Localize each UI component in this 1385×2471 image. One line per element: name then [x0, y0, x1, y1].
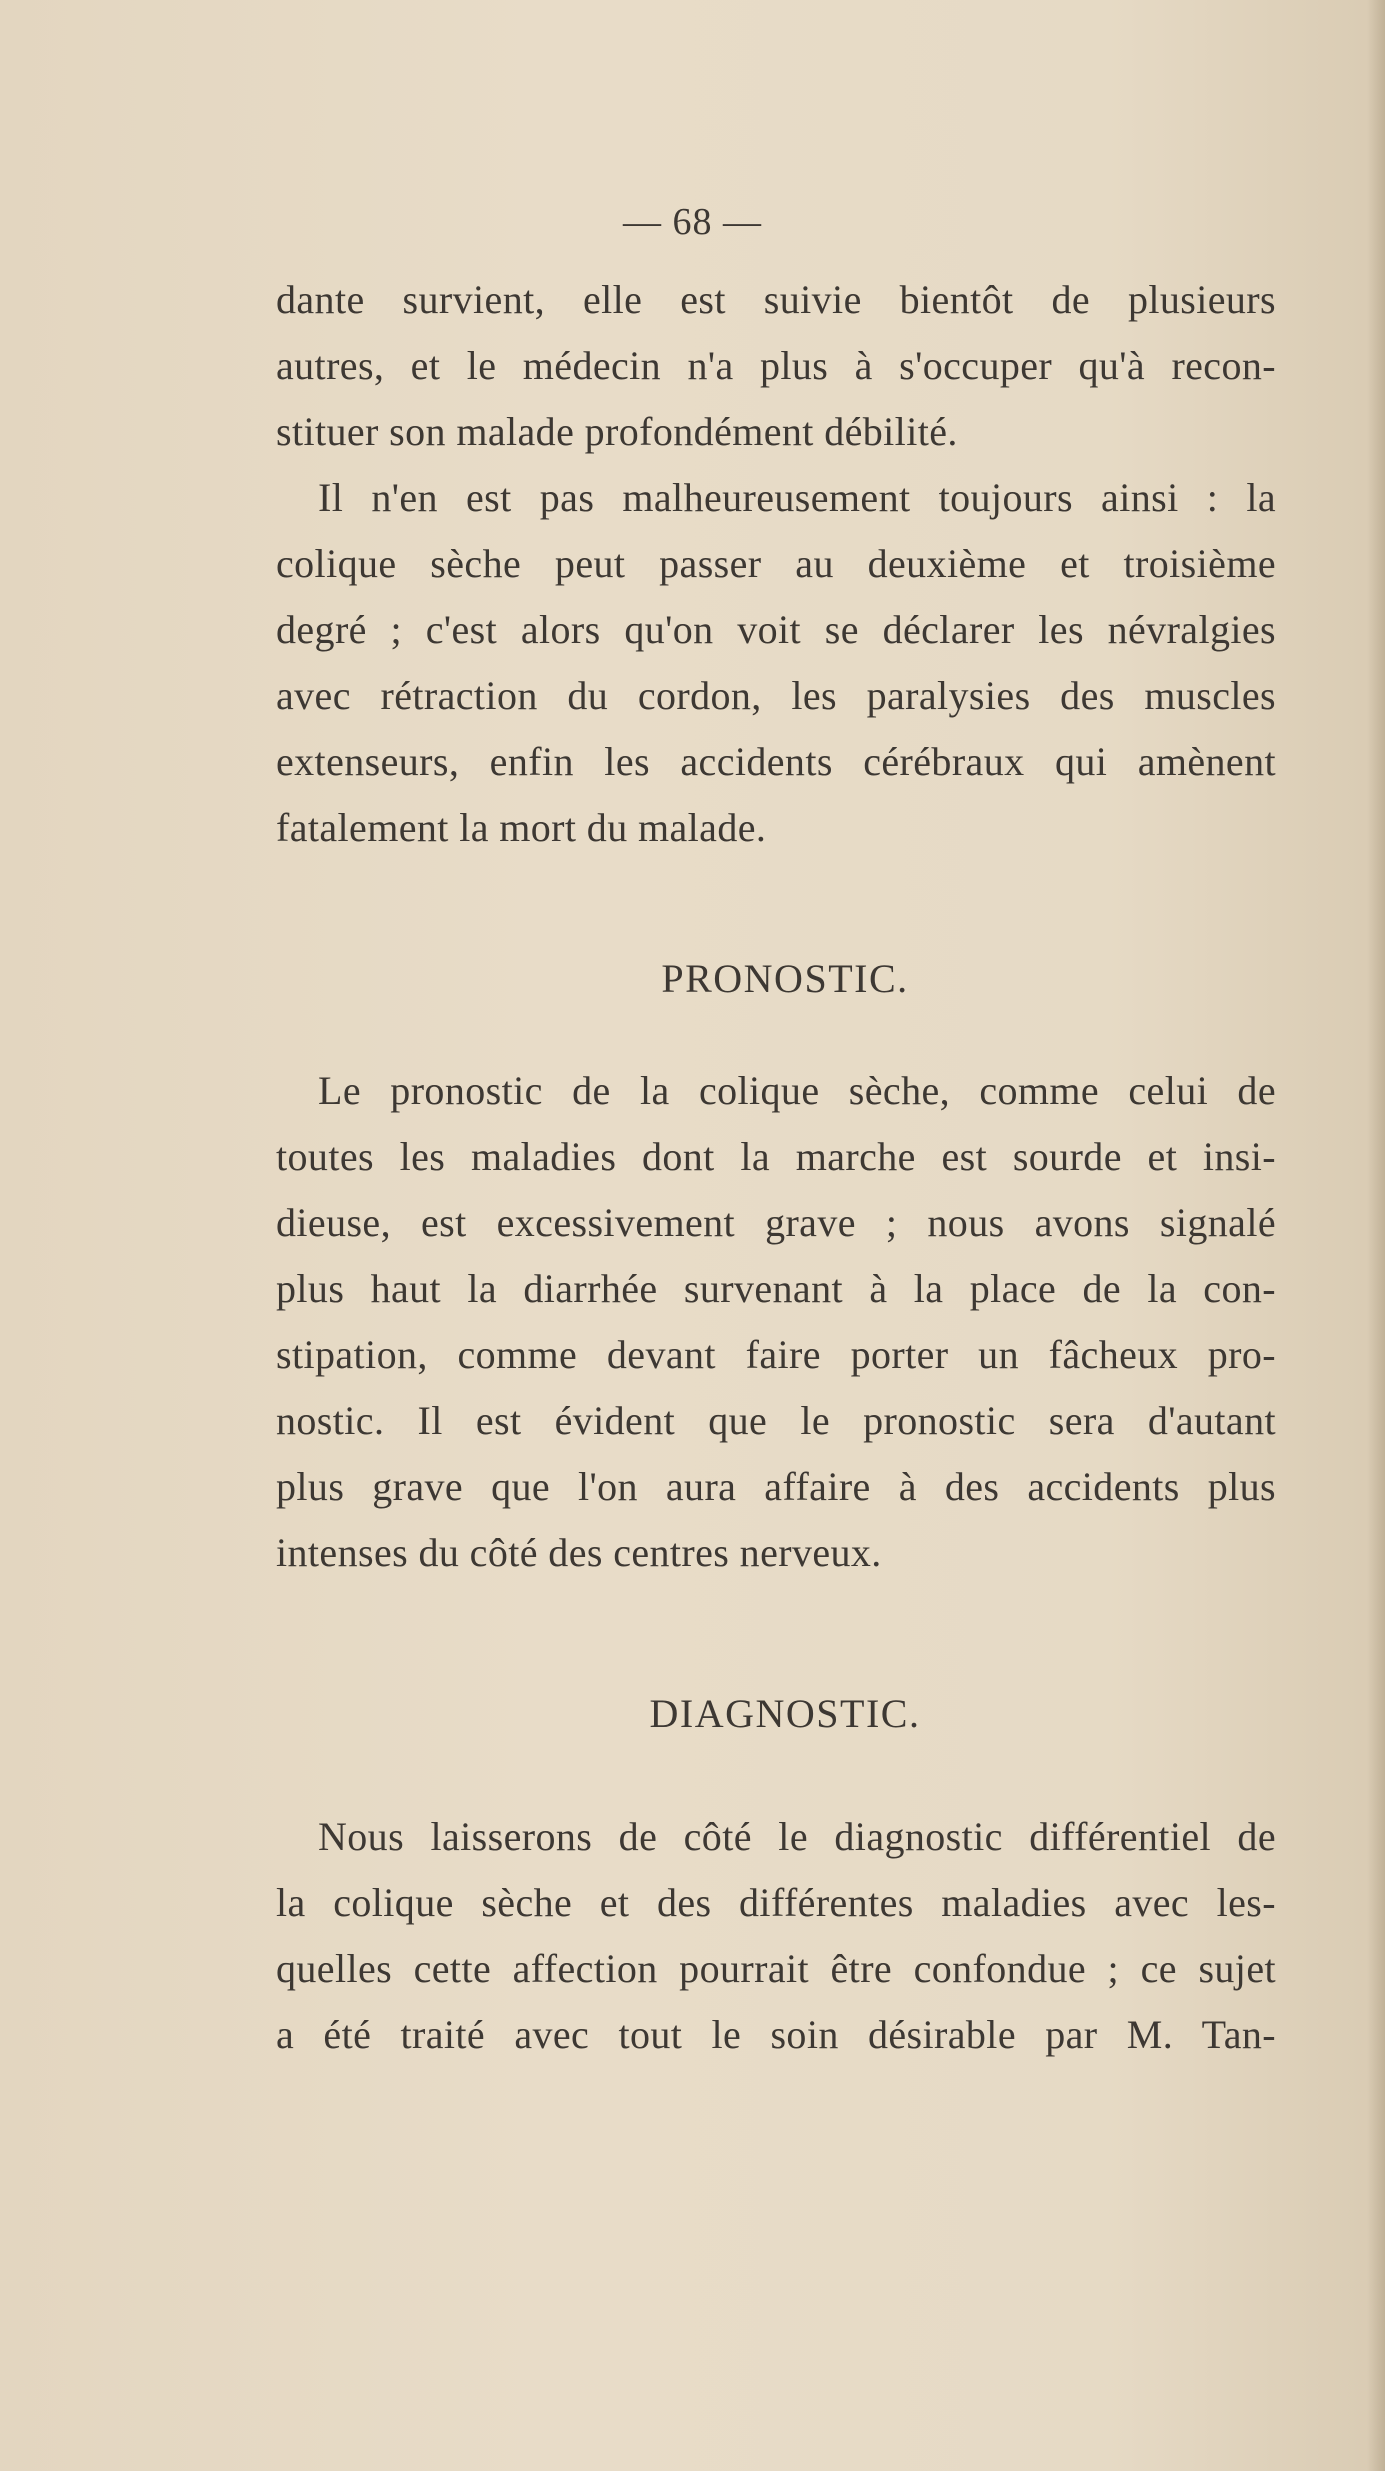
text-line: intenses du côté des centres nerveux. [276, 1530, 882, 1575]
text-line: Nous laisserons de côté le diagnostic différentiel de [318, 1814, 1276, 1859]
text-line: avec rétraction du cordon, les paralysies des muscles [276, 673, 1276, 718]
text-line: Le pronostic de la colique sèche, comme celui de [318, 1068, 1276, 1113]
page-number: — 68 — [623, 201, 762, 243]
page-edge-shadow [1367, 0, 1385, 2471]
text-line: stituer son malade profondément débilité. [276, 409, 958, 454]
text-line: dieuse, est excessivement grave ; nous avons signalé [276, 1200, 1276, 1245]
text-line: stipation, comme devant faire porter un fâcheux pro- [276, 1332, 1276, 1377]
text-line: nostic. Il est évident que le pronostic sera d'autant [276, 1398, 1276, 1443]
text-line: plus grave que l'on aura affaire à des accidents plus [276, 1464, 1276, 1509]
section-heading-pronostic: PRONOSTIC. [661, 956, 909, 1001]
text-line: degré ; c'est alors qu'on voit se déclarer les névralgies [276, 607, 1276, 652]
text-line: Il n'en est pas malheureusement toujours ainsi : la [318, 475, 1276, 520]
text-line: toutes les maladies dont la marche est sourde et insi- [276, 1134, 1276, 1179]
text-line: dante survient, elle est suivie bientôt de plusieurs [276, 277, 1276, 322]
text-line: la colique sèche et des différentes maladies avec les- [276, 1880, 1276, 1925]
text-line: colique sèche peut passer au deuxième et troisième [276, 541, 1276, 586]
diagnostic-paragraph [276, 1804, 1276, 2068]
text-line: a été traité avec tout le soin désirable par M. Tan- [276, 2012, 1276, 2057]
text-line: extenseurs, enfin les accidents cérébraux qui amènent [276, 739, 1276, 784]
text-line: plus haut la diarrhée survenant à la place de la con- [276, 1266, 1276, 1311]
intro-text-block [276, 267, 1276, 861]
text-line: quelles cette affection pourrait être confondue ; ce sujet [276, 1946, 1276, 1991]
section-heading-diagnostic: DIAGNOSTIC. [649, 1691, 921, 1736]
text-line: autres, et le médecin n'a plus à s'occuper qu'à recon- [276, 343, 1276, 388]
text-line: fatalement la mort du malade. [276, 805, 767, 850]
pronostic-paragraph [276, 1058, 1276, 1586]
